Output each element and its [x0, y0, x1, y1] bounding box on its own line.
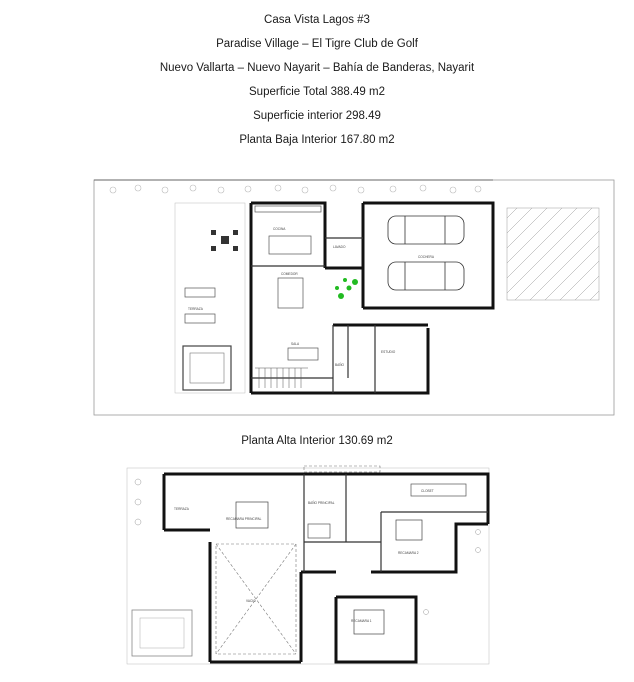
interior-garden-plants [335, 278, 358, 299]
interior-area: Superficie interior 298.49 [253, 110, 381, 122]
upper-label-recamara-principal: RECAMARA PRINCIPAL [226, 517, 262, 521]
upper-label-bano-principal: BAÑO PRINCIPAL [308, 501, 335, 505]
upper-floor-drawing [126, 462, 496, 672]
living-sofa [288, 348, 318, 360]
ground-label-estudio: ESTUDIO [381, 350, 396, 354]
property-region: Nuevo Vallarta – Nuevo Nayarit – Bahía de Banderas, Nayarit [159, 62, 475, 74]
kitchen-counter [255, 206, 321, 212]
ground-floor-plan [93, 178, 615, 418]
pool-inner [190, 353, 224, 383]
ground-exterior-walls [251, 203, 493, 393]
upper-beds [236, 502, 422, 634]
bathtub [308, 524, 330, 538]
ground-label-sala: SALA [291, 342, 300, 346]
dining-table [278, 278, 303, 308]
ground-label-bano: BAÑO [335, 363, 345, 367]
property-name: Casa Vista Lagos #3 [264, 14, 370, 26]
ground-label-comedor: COMEDOR [281, 272, 298, 276]
upper-void [216, 466, 380, 654]
upper-label-recamara-1: RECAMARA 1 [351, 619, 372, 623]
total-area: Superficie Total 388.49 m2 [249, 86, 385, 98]
upper-label-terraza: TERRAZA [174, 507, 189, 511]
lot-outline [94, 180, 614, 415]
terrace-table-set [211, 230, 238, 251]
ground-interior-walls [251, 238, 375, 393]
lounger-1 [185, 288, 215, 297]
ground-floor-drawing [93, 178, 615, 418]
pool-below-inner [140, 618, 184, 648]
upper-floor-area: Planta Alta Interior 130.69 m2 [241, 435, 393, 447]
kitchen-island [269, 236, 311, 254]
ground-label-cocina: COCINA [273, 227, 286, 231]
upper-label-vacio: VACIO [246, 599, 256, 603]
property-location: Paradise Village – El Tigre Club de Golf [216, 38, 418, 50]
garden-shrubs [110, 185, 481, 193]
ground-label-terraza: TERRAZA [188, 307, 203, 311]
lounger-2 [185, 314, 215, 323]
garage-cars [388, 216, 464, 290]
upper-lot-outline [127, 468, 489, 664]
upper-label-closet: CLOSET [421, 489, 434, 493]
upper-terrace-plants [135, 479, 481, 615]
upper-label-recamara-2: RECAMARA 2 [398, 551, 419, 555]
driveway-pattern [507, 208, 599, 300]
upper-floor-plan [126, 462, 496, 672]
pool-below [132, 610, 192, 656]
ground-floor-area: Planta Baja Interior 167.80 m2 [239, 134, 395, 146]
ground-label-cochera: COCHERA [418, 255, 434, 259]
ground-label-lavado: LAVADO [333, 245, 346, 249]
closet-unit [411, 484, 466, 496]
